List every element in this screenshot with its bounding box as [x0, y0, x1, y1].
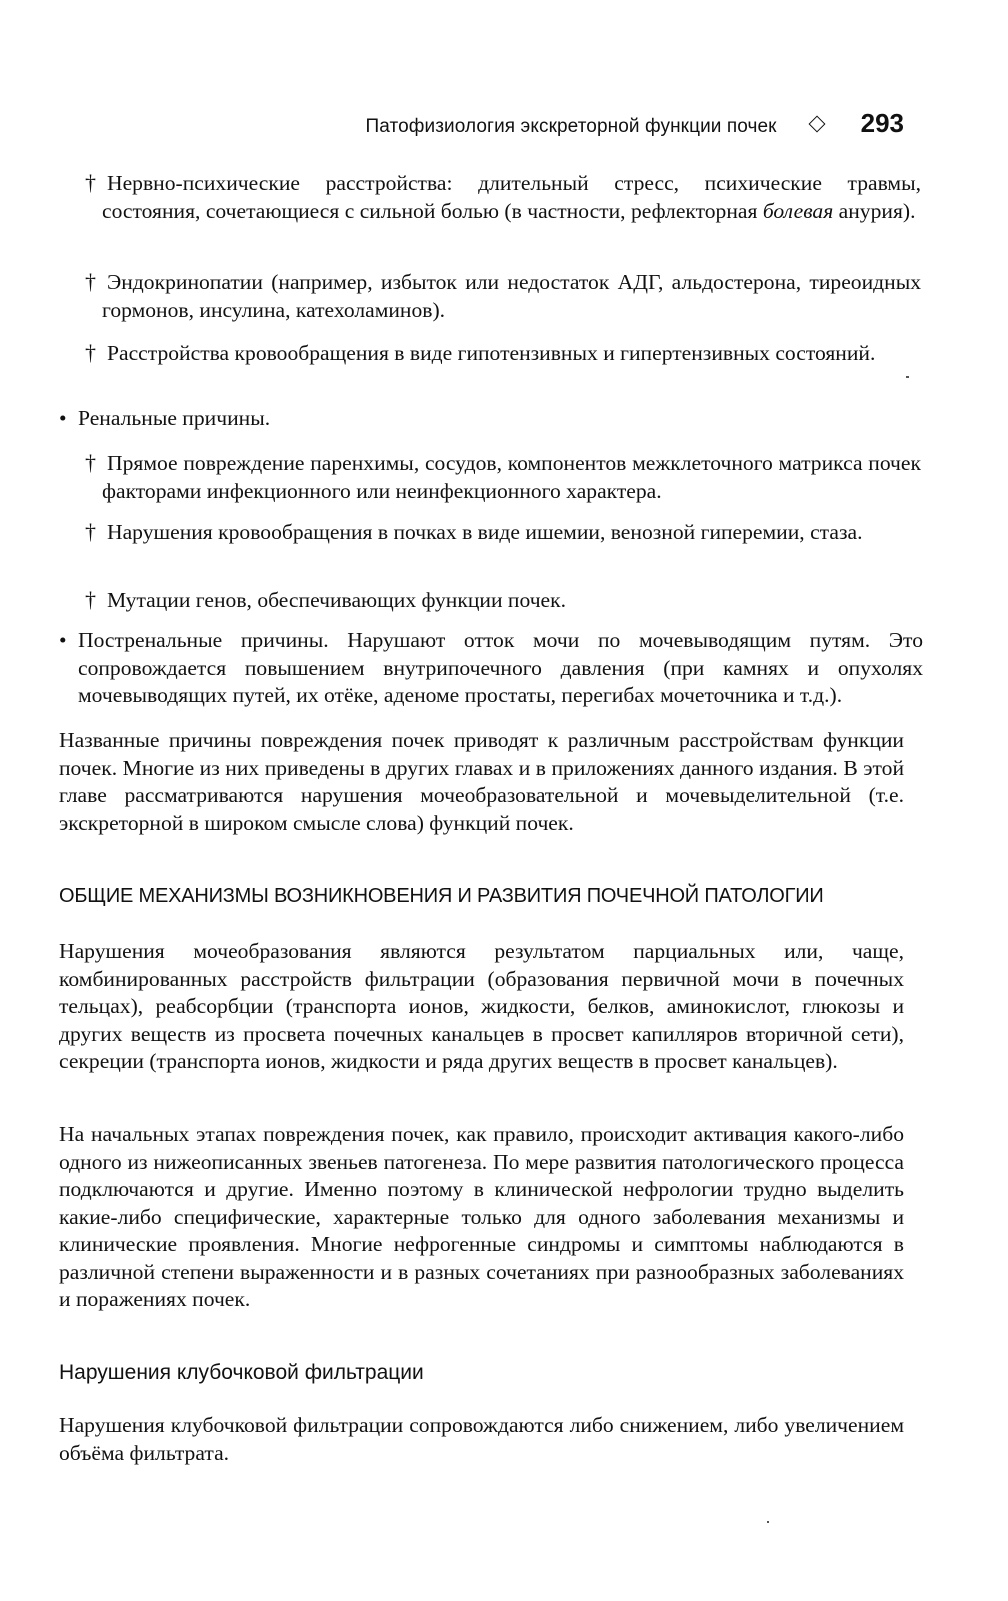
subsection-heading: Нарушения клубочковой фильтрации: [59, 1361, 424, 1384]
emphasis-text: болевая: [762, 198, 834, 223]
bullet-text: Ренальные причины.: [78, 406, 271, 430]
paragraph-filtration: Нарушения клубочковой фильтрации сопровождаются либо снижением, либо увеличением объёма фильтрата.: [59, 1413, 904, 1465]
section-heading: ОБЩИЕ МЕХАНИЗМЫ ВОЗНИКНОВЕНИЯ И РАЗВИТИЯ ПОЧЕЧНОЙ ПАТОЛОГИИ: [59, 885, 824, 907]
dagger-marker: †: [85, 450, 96, 475]
list-item-text: Расстройства кровообращения в виде гипотензивных и гипертензивных состояний.: [107, 341, 876, 365]
list-item-mutations: [85, 586, 921, 615]
bullet-text: Постренальные причины. Нарушают отток мочи по мочевыводящим путям. Это сопровождается повышением внутрипочечного давления (при камнях и опухолях мочевыводящих путей, их отёке, аденоме простаты, перегибах мочеточника и т.д.).: [78, 628, 923, 707]
dagger-marker: †: [85, 340, 96, 365]
list-item-neuro: [85, 169, 921, 225]
list-item-text: Эндокринопатии (например, избыток или недостаток АДГ, альдостерона, тиреоидных гормонов, инсулина, катехоламинов).: [102, 270, 921, 322]
running-title: Патофизиология экскреторной функции почек: [365, 116, 777, 137]
bullet-marker: •: [59, 406, 67, 430]
list-item-text: Нервно-психические расстройства: длительный стресс, психические травмы, состояния, сочетающиеся с сильной болью (в частности, рефлекторная: [102, 171, 921, 223]
dagger-marker: †: [85, 519, 96, 544]
diamond-icon: [808, 116, 825, 133]
running-header: [366, 108, 905, 139]
paragraph-causes: Названные причины повреждения почек приводят к различным расстройствам функции почек. Многие из них приведены в других главах и в приложениях данного издания. В этой главе рассматриваются нарушения мочеобразовательной и мочевыделительной (т.е. экскреторной в широком смысле слова) функций почек.: [59, 728, 904, 835]
list-item-circulation: [85, 339, 921, 368]
paragraph-mechanisms: Нарушения мочеобразования являются результатом парциальных или, чаще, комбинированных расстройств фильтрации (образования первичной мочи в почечных тельцах), реабсорбции (транспорта ионов, жидкости, белков, аминокислот, глюкозы и других веществ из просвета почечных канальцев в просвет капилляров вторичной сети), секреции (транспорта ионов, жидкости и ряда других веществ в просвет канальцев).: [59, 939, 904, 1073]
paragraph-initial-stages: На начальных этапах повреждения почек, как правило, происходит активация какого-либо одного из нижеописанных звеньев патогенеза. По мере развития патологического процесса подключаются и другие. Именно поэтому в клинической нефрологии трудно выделить какие-либо специфические, характерные только для одного заболевания механизмы и клинические проявления. Многие нефрогенные синдромы и симптомы наблюдаются в различной степени выраженности и в разных сочетаниях при разнообразных заболеваниях и поражениях почек.: [59, 1122, 904, 1311]
list-item-endocrine: [85, 268, 921, 324]
list-item-text: анурия).: [833, 198, 916, 223]
page-number: 293: [860, 108, 904, 138]
dagger-marker: †: [85, 269, 96, 294]
bullet-postrenal: [59, 627, 923, 710]
list-item-text: Мутации генов, обеспечивающих функции почек.: [107, 588, 567, 612]
dagger-marker: †: [85, 170, 96, 195]
bullet-renal: [59, 405, 923, 433]
scan-speck: [906, 376, 909, 378]
list-item-renal-circulation: [85, 518, 921, 547]
dagger-marker: †: [85, 587, 96, 612]
list-item-text: Нарушения кровообращения в почках в виде ишемии, венозной гиперемии, стаза.: [107, 520, 863, 544]
list-item-parenchyma: [85, 449, 921, 505]
list-item-text: Прямое повреждение паренхимы, сосудов, компонентов межклеточного матрикса почек факторами инфекционного или неинфекционного характера.: [102, 451, 921, 503]
bullet-marker: •: [59, 628, 67, 652]
scan-speck: [767, 1521, 769, 1523]
